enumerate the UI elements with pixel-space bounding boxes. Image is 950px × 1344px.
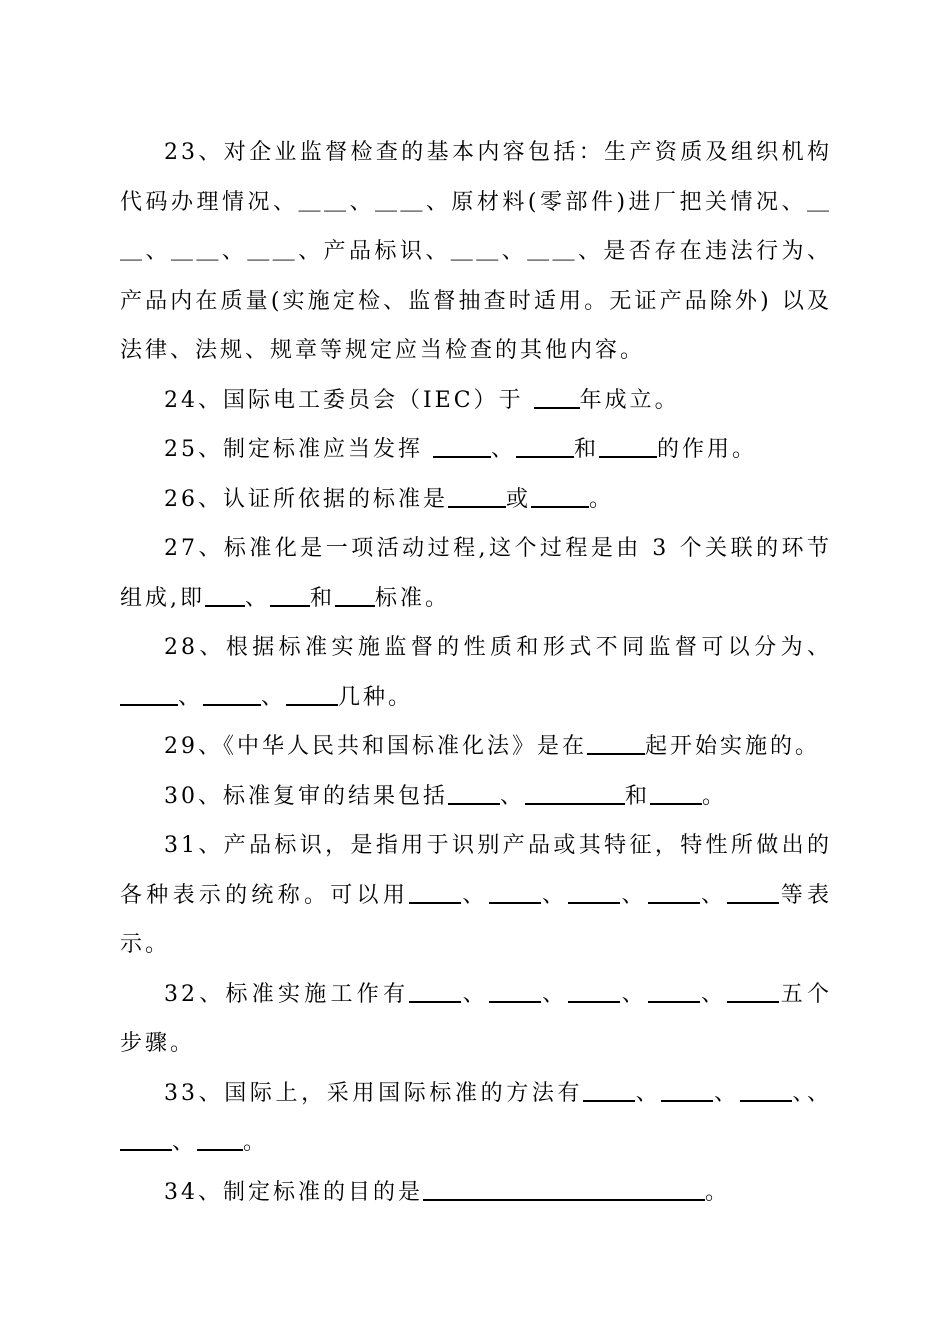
answer-blank[interactable] <box>568 981 620 1003</box>
separator: 或 <box>506 486 532 512</box>
separator: 、 <box>620 882 648 908</box>
answer-blank[interactable] <box>525 783 625 805</box>
question-29 <box>120 722 832 772</box>
answer-blank[interactable] <box>489 882 541 904</box>
question-33-prefix: 33、国际上，采用国际标准的方法有 <box>164 1080 584 1106</box>
question-24-prefix: 24、国际电工委员会（IEC）于 <box>164 387 534 413</box>
answer-blank[interactable] <box>448 486 506 508</box>
answer-blank[interactable] <box>409 981 461 1003</box>
answer-blank[interactable] <box>727 981 779 1003</box>
question-33-suffix: 。 <box>243 1130 269 1155</box>
answer-blank[interactable] <box>516 436 574 458</box>
question-30-prefix: 30、标准复审的结果包括 <box>164 783 448 809</box>
separator: 和 <box>310 585 336 611</box>
question-25 <box>120 425 832 475</box>
answer-blank[interactable] <box>648 981 700 1003</box>
question-27 <box>120 524 832 623</box>
question-28-prefix: 28、根据标准实施监督的性质和形式不同监督可以分为、 <box>164 635 832 660</box>
question-32-suffix: 五个步骤。 <box>120 981 832 1056</box>
separator: 、 <box>500 783 526 809</box>
question-29-suffix: 起开始实施的。 <box>645 734 821 759</box>
answer-blank[interactable] <box>270 585 310 607</box>
answer-blank[interactable] <box>531 486 589 508</box>
separator: 、 <box>540 882 569 908</box>
separator: 、 <box>245 585 271 611</box>
question-23 <box>120 128 832 376</box>
separator: 、 <box>540 981 569 1007</box>
question-33 <box>120 1069 832 1168</box>
question-26-suffix: 。 <box>589 486 615 512</box>
answer-blank[interactable] <box>599 436 657 458</box>
separator: 和 <box>625 783 651 809</box>
answer-blank[interactable] <box>120 684 178 706</box>
separator: 、 <box>713 1080 740 1106</box>
question-24 <box>120 376 832 426</box>
answer-blank[interactable] <box>727 882 779 904</box>
answer-blank[interactable] <box>286 684 338 706</box>
separator: 、、 <box>791 1080 832 1106</box>
separator: 、 <box>699 981 728 1007</box>
document-page <box>120 128 832 1217</box>
question-28 <box>120 623 832 722</box>
answer-blank[interactable] <box>197 1129 243 1151</box>
answer-blank[interactable] <box>740 1080 792 1102</box>
answer-blank[interactable] <box>423 1179 705 1201</box>
answer-blank[interactable] <box>448 783 500 805</box>
answer-blank[interactable] <box>489 981 541 1003</box>
question-34 <box>120 1168 832 1218</box>
separator: 、 <box>261 684 287 710</box>
question-29-prefix: 29、《中华人民共和国标准化法》是在 <box>164 734 587 759</box>
separator: 、 <box>461 981 489 1007</box>
answer-blank[interactable] <box>433 436 491 458</box>
separator: 、 <box>620 981 648 1007</box>
answer-blank[interactable] <box>409 882 461 904</box>
separator: 、 <box>635 1080 662 1106</box>
question-31 <box>120 821 832 970</box>
question-34-suffix: 。 <box>705 1179 731 1205</box>
question-32-prefix: 32、标准实施工作有 <box>164 981 410 1007</box>
answer-blank[interactable] <box>583 1080 635 1102</box>
answer-blank[interactable] <box>587 733 645 755</box>
question-28-suffix: 几种。 <box>338 684 414 710</box>
question-23-text: 23、对企业监督检查的基本内容包括：生产资质及组织机构代码办理情况、＿＿、＿＿、原材料(零部件)进厂把关情况、＿＿、＿＿、＿＿、产品标识、＿＿、＿＿、是否存在违法行为、产品内在质量(实施定检、监督抽查时适用。无证产品除外) 以及法律、法规、规章等规定应当检查的其他内容。 <box>120 140 832 363</box>
separator: 、 <box>461 882 489 908</box>
question-30-suffix: 。 <box>702 783 728 809</box>
question-32 <box>120 970 832 1069</box>
question-27-prefix: 27、标准化是一项活动过程,这个过程是由 3 个关联的环节组成,即 <box>120 536 832 611</box>
answer-blank[interactable] <box>650 783 702 805</box>
separator: 、 <box>178 684 204 710</box>
question-26-prefix: 26、认证所依据的标准是 <box>164 486 448 512</box>
answer-blank[interactable] <box>661 1080 713 1102</box>
answer-blank[interactable] <box>534 387 580 409</box>
question-27-suffix: 标准。 <box>375 585 451 611</box>
question-25-suffix: 的作用。 <box>657 437 758 462</box>
separator: 、 <box>699 882 728 908</box>
answer-blank[interactable] <box>568 882 620 904</box>
question-24-suffix: 年成立。 <box>579 387 680 413</box>
question-30 <box>120 772 832 822</box>
question-26 <box>120 475 832 525</box>
answer-blank[interactable] <box>648 882 700 904</box>
question-31-suffix: 等表示。 <box>120 882 832 957</box>
answer-blank[interactable] <box>205 585 245 607</box>
question-34-prefix: 34、制定标准的目的是 <box>164 1179 423 1205</box>
question-31-prefix: 31、产品标识，是指用于识别产品或其特征，特性所做出的各种表示的统称。可以用 <box>120 833 832 908</box>
answer-blank[interactable] <box>120 1129 172 1151</box>
separator: 和 <box>574 437 600 462</box>
separator: 、 <box>172 1130 198 1155</box>
answer-blank[interactable] <box>203 684 261 706</box>
question-25-prefix: 25、制定标准应当发挥 <box>164 437 433 462</box>
separator: 、 <box>491 437 517 462</box>
answer-blank[interactable] <box>335 585 375 607</box>
